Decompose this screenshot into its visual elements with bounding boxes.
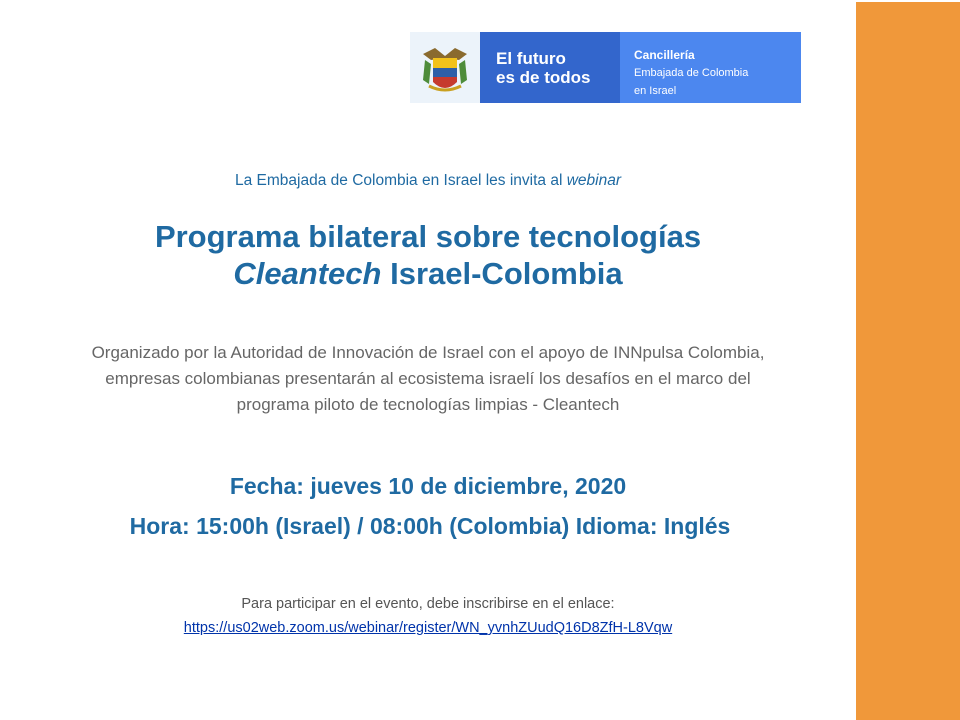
ministry-name: Cancillería <box>634 48 695 62</box>
invitation-webinar: webinar <box>566 172 621 189</box>
slogan-line-2: es de todos <box>496 67 591 87</box>
crest-box <box>410 32 480 103</box>
government-banner <box>410 32 801 103</box>
slogan-box <box>480 32 620 103</box>
ministry-box <box>620 32 801 103</box>
embassy-line-2: en Israel <box>634 85 677 97</box>
invitation-text <box>0 172 856 190</box>
orange-side-bar <box>856 2 960 720</box>
title-cleantech: Cleantech <box>233 256 382 291</box>
event-description: Organizado por la Autoridad de Innovación de Israel con el apoyo de INNpulsa Colombia, empresas colombianas presentarán al ecosistema israelí los desafíos en el marco del programa piloto de tecnologías limpias - Cleantech <box>91 343 765 414</box>
invitation-main: La Embajada de Colombia en Israel les invita al <box>235 172 567 189</box>
event-title <box>0 218 856 292</box>
embassy-line-1: Embajada de Colombia <box>634 67 749 79</box>
colombia-coat-of-arms-icon <box>419 40 471 96</box>
title-line-2 <box>0 255 856 292</box>
event-date: Fecha: jueves 10 de diciembre, 2020 <box>229 473 627 499</box>
slogan-line-1: El futuro <box>496 48 566 68</box>
event-time-language: Hora: 15:00h (Israel) / 08:00h (Colombia) Idioma: Inglés <box>129 513 731 539</box>
registration-link[interactable]: https://us02web.zoom.us/webinar/register/WN_yvnhZUudQ16D8ZfH-L8Vqw <box>183 620 673 636</box>
registration-intro: Para participar en el evento, debe inscribirse en el enlace: <box>241 596 615 612</box>
title-israel-colombia: Israel-Colombia <box>381 256 623 291</box>
title-line-1: Programa bilateral sobre tecnologías <box>154 219 702 254</box>
